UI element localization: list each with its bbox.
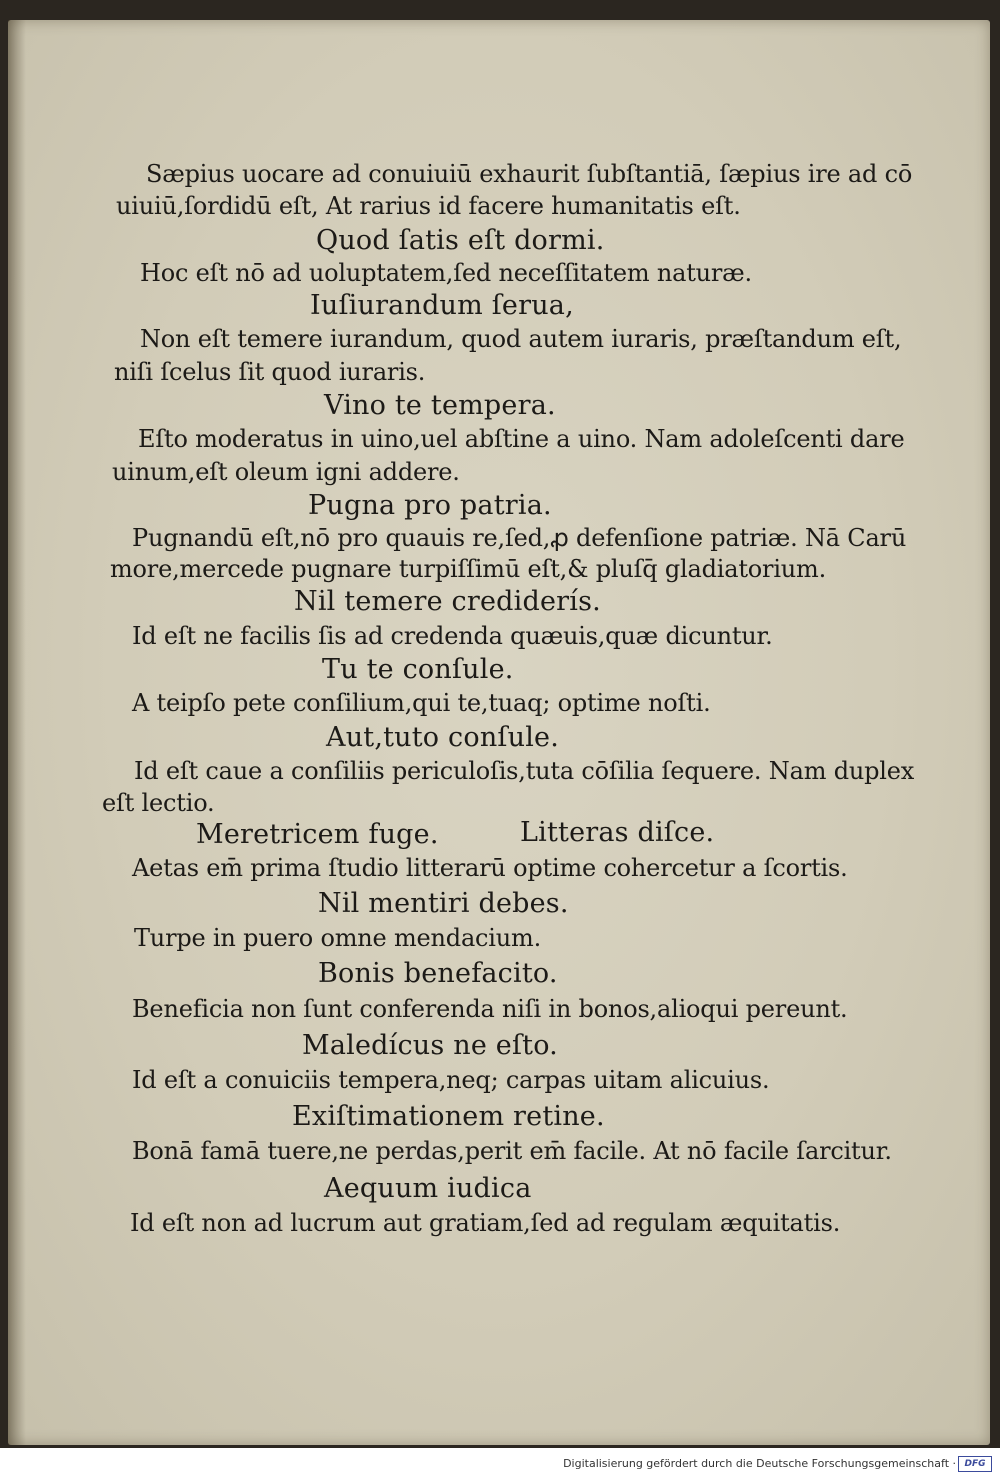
text-line: Id eſt ne facilis ſis ad credenda quæuis,quæ dicuntur. (132, 622, 773, 650)
text-line: Id eſt caue a conſiliis periculoſis,tuta cōſilia ſequere. Nam duplex (134, 757, 915, 785)
text-line: Beneficia non ſunt conferenda niſi in bonos,alioqui pereunt. (132, 995, 848, 1023)
text-line: Pugnandū eſt,nō pro quauis re,ſed,ꝓ defenſione patriæ. Nā Carū (132, 524, 907, 552)
heading: Aequum iudica (324, 1173, 532, 1204)
text-line: Eſto moderatus in uino,uel abſtine a uino. Nam adoleſcenti dare (138, 425, 905, 453)
heading: Bonis benefacito. (318, 958, 558, 989)
heading: Quod ſatis eſt dormi. (316, 225, 605, 256)
heading: Nil mentiri debes. (318, 888, 569, 919)
text-line: Non eſt temere iurandum, quod autem iuraris, præſtandum eſt, (140, 325, 902, 353)
text-line: Id eſt non ad lucrum aut gratiam,ſed ad regulam æquitatis. (130, 1209, 841, 1237)
heading: Iuſiurandum ſerua, (310, 290, 574, 321)
text-line: eſt lectio. (102, 789, 215, 817)
heading: Meretricem fuge. (196, 819, 439, 850)
text-line: Hoc eſt nō ad uoluptatem,ſed neceſſitatem naturæ. (140, 259, 752, 287)
heading: Nil temere crediderís. (294, 586, 601, 617)
footer-bar (0, 1448, 1000, 1477)
text-line: Aetas em̄ prima ſtudio litterarū optime cohercetur a ſcortis. (132, 854, 848, 882)
text-line: more,mercede pugnare turpiſſimū eſt,& pluſq̄ gladiatorium. (110, 555, 827, 583)
funding-credit: Digitalisierung gefördert durch die Deutsche Forschungsgemeinschaft · (563, 1457, 956, 1470)
text-line: Bonā famā tuere,ne perdas,perit em̄ facile. At nō facile ſarcitur. (132, 1137, 892, 1165)
heading: Maledícus ne eſto. (302, 1030, 558, 1061)
text-line: niſi ſcelus ſit quod iuraris. (114, 358, 426, 386)
heading: Pugna pro patria. (308, 490, 552, 521)
book-page (8, 20, 990, 1445)
heading: Tu te conſule. (322, 654, 514, 685)
dfg-logo-icon: DFG (958, 1456, 992, 1472)
text-line: Sæpius uocare ad conuiuiū exhaurit ſubſtantiā, ſæpius ire ad cō (146, 160, 913, 188)
text-line: Id eſt a conuiciis tempera,neq; carpas uitam alicuius. (132, 1066, 770, 1094)
heading: Aut,tuto conſule. (326, 722, 559, 753)
heading: Vino te tempera. (324, 390, 556, 421)
page-text (8, 20, 990, 1445)
text-line: Turpe in puero omne mendacium. (134, 924, 542, 952)
heading: Exiſtimationem retine. (292, 1101, 605, 1132)
text-line: uinum,eſt oleum igni addere. (112, 458, 460, 486)
heading: Litteras diſce. (520, 817, 715, 848)
text-line: uiuiū,ſordidū eſt, At rarius id facere humanitatis eſt. (116, 192, 741, 220)
text-line: A teipſo pete conſilium,qui te,tuaq; optime noſti. (132, 689, 711, 717)
